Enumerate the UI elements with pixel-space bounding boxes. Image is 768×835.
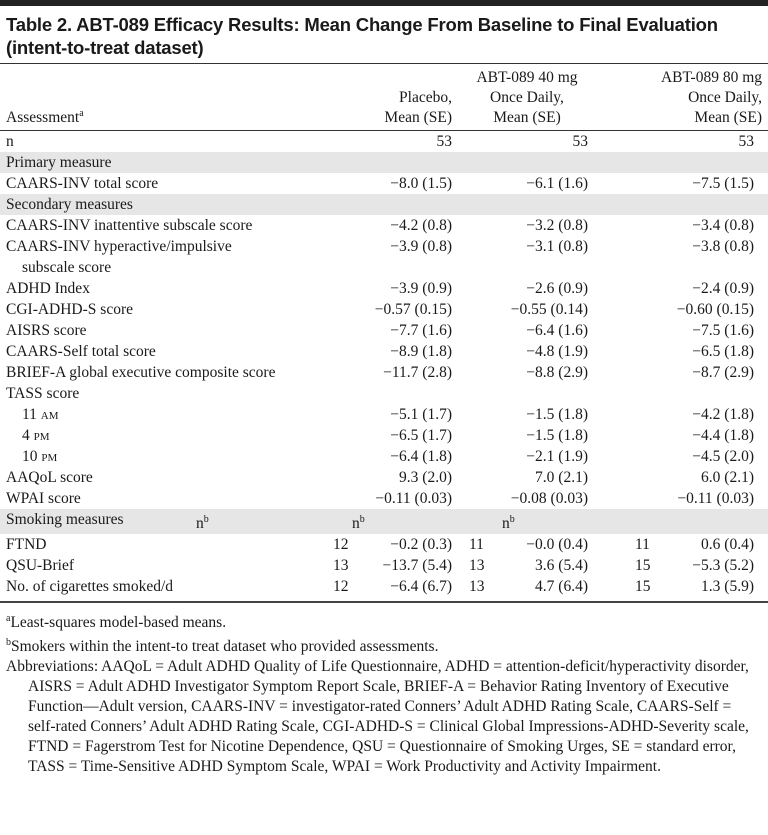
value-cell: −2.6 (0.9) xyxy=(526,280,588,297)
header-placebo: Placebo, Mean (SE) xyxy=(302,64,452,131)
value-cell: −4.2 (0.8) xyxy=(390,217,452,234)
table-row xyxy=(0,576,768,602)
value-cell: 15 −5.3 (5.2) xyxy=(635,557,754,575)
smoking-n-header: $n^b$ xyxy=(602,509,768,534)
value-cell: −6.5 (1.8) xyxy=(692,343,754,360)
efficacy-table xyxy=(0,63,768,603)
row-label: FTND xyxy=(6,536,47,554)
row-label: BRIEF-A global executive composite score xyxy=(6,364,276,381)
smoking-n-header: $n^b$ xyxy=(302,509,452,534)
value-cell: −3.8 (0.8) xyxy=(692,238,754,255)
value-cell xyxy=(602,383,768,404)
value-cell: 11 0.6 (0.4) xyxy=(635,536,754,554)
row-label: 4 pm xyxy=(22,427,50,444)
value-cell: −8.0 (1.5) xyxy=(390,175,452,192)
table-row xyxy=(0,131,768,153)
header-assessment: Assessment$^a$ xyxy=(0,64,302,131)
value-cell: −4.4 (1.8) xyxy=(692,427,754,444)
section-label: Smoking measures xyxy=(0,509,302,534)
value-cell: −3.9 (0.8) xyxy=(390,238,452,255)
value-cell: −6.5 (1.7) xyxy=(390,427,452,444)
row-label: AAQoL score xyxy=(6,469,93,486)
value-cell: −7.5 (1.5) xyxy=(692,175,754,192)
row-label: AISRS score xyxy=(6,322,87,339)
value-cell: −0.11 (0.03) xyxy=(375,490,452,507)
value-cell: −8.7 (2.9) xyxy=(692,364,754,381)
value-cell: −4.2 (1.8) xyxy=(692,406,754,423)
row-label: 11 am xyxy=(22,406,59,423)
value-cell: −3.2 (0.8) xyxy=(526,217,588,234)
table-title: Table 2. ABT-089 Efficacy Results: Mean Change From Baseline to Final Evaluation (intent-to-treat dataset) xyxy=(6,14,718,58)
value-cell: 53 xyxy=(738,133,754,150)
table-row xyxy=(0,173,768,194)
value-cell xyxy=(452,383,602,404)
table-row xyxy=(0,341,768,362)
row-label: CAARS-INV inattentive subscale score xyxy=(6,217,253,234)
row-label: CGI-ADHD-S score xyxy=(6,301,133,318)
value-cell: −0.08 (0.03) xyxy=(510,490,588,507)
row-label: n xyxy=(6,133,14,150)
value-cell: 13 4.7 (6.4) xyxy=(452,576,602,602)
value-cell: −3.9 (0.9) xyxy=(390,280,452,297)
header-80mg: ABT-089 80 mg Once Daily, Mean (SE) xyxy=(602,64,768,131)
value-cell: −4.8 (1.9) xyxy=(526,343,588,360)
row-label: CAARS-INV total score xyxy=(6,175,159,192)
row-label: QSU-Brief xyxy=(6,557,75,575)
value-cell: −5.1 (1.7) xyxy=(390,406,452,423)
section-header xyxy=(0,152,768,173)
value-cell: −1.5 (1.8) xyxy=(526,427,588,444)
table-row xyxy=(0,383,768,404)
table-row xyxy=(0,362,768,383)
value-cell: 13 −13.7 (5.4) xyxy=(333,557,452,575)
value-cell: −8.8 (2.9) xyxy=(526,364,588,381)
value-cell: 53 xyxy=(436,133,452,150)
section-label: Primary measure xyxy=(0,152,302,173)
value-cell: 15 1.3 (5.9) xyxy=(602,576,768,602)
row-label: TASS score xyxy=(6,385,80,402)
value-cell: −7.5 (1.6) xyxy=(692,322,754,339)
value-cell: −3.1 (0.8) xyxy=(526,238,588,255)
table-row xyxy=(0,404,768,425)
table-row xyxy=(0,467,768,488)
value-cell: 53 xyxy=(572,133,588,150)
value-cell: −6.4 (1.8) xyxy=(390,448,452,465)
footnote-a: $^a$Least-squares model-based means. xyxy=(6,613,227,632)
value-cell: −2.1 (1.9) xyxy=(526,448,588,465)
value-cell: −7.7 (1.6) xyxy=(390,322,452,339)
value-cell: 12 −6.4 (6.7) xyxy=(302,576,452,602)
value-cell: −6.1 (1.6) xyxy=(526,175,588,192)
row-label: ADHD Index xyxy=(6,280,90,297)
value-cell: −0.57 (0.15) xyxy=(374,301,452,318)
value-cell: 11 −0.0 (0.4) xyxy=(469,536,588,554)
value-cell: −1.5 (1.8) xyxy=(526,406,588,423)
value-cell: −6.4 (1.6) xyxy=(526,322,588,339)
header-40mg: ABT-089 40 mg Once Daily, Mean (SE) xyxy=(452,64,602,131)
table-row xyxy=(0,534,768,555)
row-label: CAARS-INV hyperactive/impulsive subscale score xyxy=(6,238,232,276)
value-cell: 6.0 (2.1) xyxy=(701,469,754,486)
section-header xyxy=(0,509,768,534)
value-cell: −2.4 (0.9) xyxy=(692,280,754,297)
table-row xyxy=(0,488,768,509)
footnote-b: $^b$Smokers within the intent-to treat dataset who provided assessments. xyxy=(6,637,439,656)
section-header xyxy=(0,194,768,215)
table-row xyxy=(0,215,768,236)
table-row xyxy=(0,320,768,341)
footnote-abbreviations: Abbreviations: AAQoL = Adult ADHD Quality of Life Questionnaire, ADHD = attention-deficit/hyperactivity disorder, AISRS = Adult ADHD Investigator Symptom Report Scale, BRIEF-A = Behavior Rating Inventory of Executive Function—Adult version, CAARS-INV = investigator-rated Conners’ Adult ADHD Rating Scale, CAARS-Self = self-rated Conners’ Adult ADHD Rating Scale, CGI-ADHD-S = Clinical Global Impressions-ADHD-Severity scale, FTND = Fagerstrom Test for Nicotine Dependence, QSU = Questionnaire of Smoking Urges, SE = standard error, TASS = Time-Sensitive ADHD Symptom Scale, WPAI = Work Productivity and Activity Impairment. xyxy=(6,658,749,776)
value-cell: −4.5 (2.0) xyxy=(692,448,754,465)
smoking-n-header: $n^b$ xyxy=(452,509,602,534)
value-cell: −0.11 (0.03) xyxy=(677,490,754,507)
table-row xyxy=(0,446,768,467)
section-label: Secondary measures xyxy=(0,194,302,215)
value-cell xyxy=(302,383,452,404)
table-row xyxy=(0,236,768,278)
value-cell: 7.0 (2.1) xyxy=(535,469,588,486)
value-cell: 13 3.6 (5.4) xyxy=(469,557,588,575)
table-row xyxy=(0,299,768,320)
value-cell: 12 −0.2 (0.3) xyxy=(333,536,452,554)
header-row xyxy=(0,64,768,131)
table-row xyxy=(0,425,768,446)
value-cell: −0.55 (0.14) xyxy=(510,301,588,318)
row-label: WPAI score xyxy=(6,490,81,507)
value-cell: −0.60 (0.15) xyxy=(676,301,754,318)
row-label: CAARS-Self total score xyxy=(6,343,156,360)
value-cell: −8.9 (1.8) xyxy=(390,343,452,360)
value-cell: −11.7 (2.8) xyxy=(383,364,452,381)
footnotes xyxy=(0,603,768,777)
table-row xyxy=(0,555,768,576)
value-cell: 9.3 (2.0) xyxy=(399,469,452,486)
value-cell: −3.4 (0.8) xyxy=(692,217,754,234)
table-row xyxy=(0,278,768,299)
row-label: No. of cigarettes smoked/d xyxy=(0,576,302,602)
row-label: 10 pm xyxy=(22,448,58,465)
